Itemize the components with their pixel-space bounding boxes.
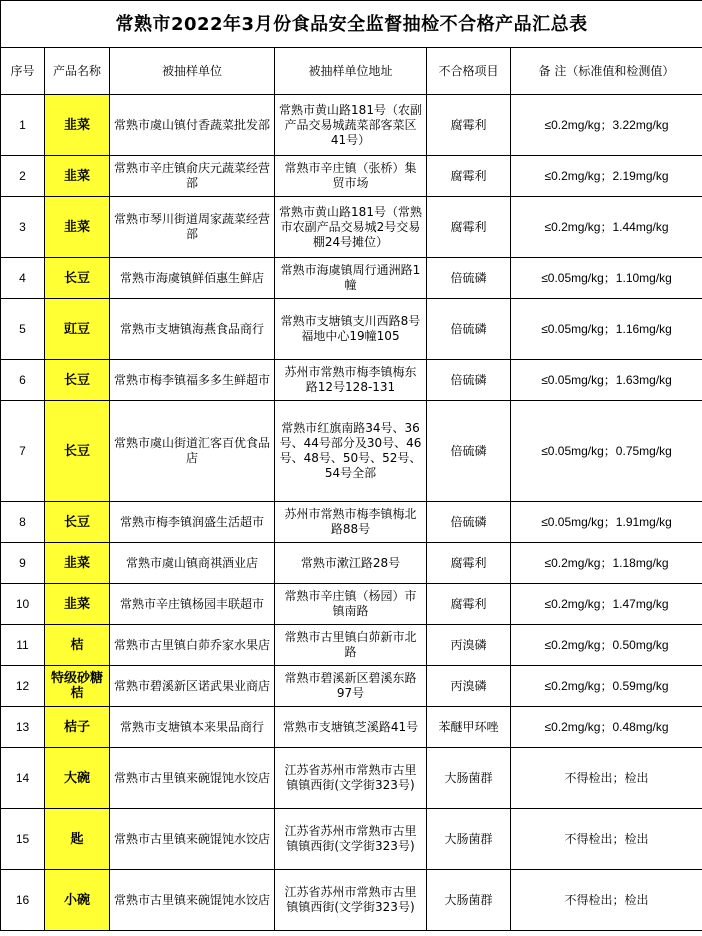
sampled-unit: 常熟市古里镇白茆乔家水果店 (110, 625, 275, 666)
remark: ≤0.2mg/kg；2.19mg/kg (511, 156, 702, 197)
failed-item: 倍硫磷 (427, 258, 511, 299)
sampled-unit: 常熟市辛庄镇俞庆元蔬菜经营部 (110, 156, 275, 197)
header-sampled-unit: 被抽样单位 (110, 48, 275, 95)
remark: ≤0.05mg/kg；0.75mg/kg (511, 401, 702, 502)
product-name: 豇豆 (45, 299, 110, 360)
failed-item: 大肠菌群 (427, 748, 511, 809)
sampled-unit: 常熟市碧溪新区诺武果业商店 (110, 666, 275, 707)
product-name: 韭菜 (45, 156, 110, 197)
product-name: 长豆 (45, 360, 110, 401)
unit-address: 常熟市支塘镇芝溪路41号 (275, 707, 427, 748)
sampled-unit: 常熟市梅李镇福多多生鲜超市 (110, 360, 275, 401)
sampled-unit: 常熟市梅李镇润盛生活超市 (110, 502, 275, 543)
failed-item: 腐霉利 (427, 156, 511, 197)
sampled-unit: 常熟市虞山镇付香蔬菜批发部 (110, 95, 275, 156)
unit-address: 常熟市黄山路181号（农副产品交易城蔬菜部客菜区41号） (275, 95, 427, 156)
unit-address: 常熟市辛庄镇（张桥）集贸市场 (275, 156, 427, 197)
product-name: 韭菜 (45, 95, 110, 156)
product-name: 韭菜 (45, 543, 110, 584)
unit-address: 常熟市海虞镇周行通洲路1幢 (275, 258, 427, 299)
table-row (1, 360, 702, 401)
remark: ≤0.2mg/kg；3.22mg/kg (511, 95, 702, 156)
row-index: 6 (1, 360, 45, 401)
row-index: 15 (1, 809, 45, 870)
table-row (1, 748, 702, 809)
failed-item: 大肠菌群 (427, 809, 511, 870)
remark: 不得检出；检出 (511, 809, 702, 870)
failed-item: 苯醚甲环唑 (427, 707, 511, 748)
remark: ≤0.2mg/kg；1.44mg/kg (511, 197, 702, 258)
product-name: 桔子 (45, 707, 110, 748)
sampled-unit: 常熟市虞山街道汇客百优食品店 (110, 401, 275, 502)
product-name: 桔 (45, 625, 110, 666)
product-name: 韭菜 (45, 584, 110, 625)
row-index: 10 (1, 584, 45, 625)
remark: ≤0.2mg/kg；1.18mg/kg (511, 543, 702, 584)
table-row (1, 584, 702, 625)
unit-address: 江苏省苏州市常熟市古里镇镇西街(文学街323号) (275, 748, 427, 809)
header-remark: 备 注（标准值和检测值） (511, 48, 702, 95)
row-index: 4 (1, 258, 45, 299)
product-name: 韭菜 (45, 197, 110, 258)
unit-address: 江苏省苏州市常熟市古里镇镇西街(文学街323号) (275, 809, 427, 870)
sampled-unit: 常熟市琴川街道周家蔬菜经营部 (110, 197, 275, 258)
table-row (1, 666, 702, 707)
failed-item: 大肠菌群 (427, 870, 511, 931)
product-name: 长豆 (45, 401, 110, 502)
failed-item: 腐霉利 (427, 543, 511, 584)
header-index: 序号 (1, 48, 45, 95)
unit-address: 苏州市常熟市梅李镇梅东路12号128-131 (275, 360, 427, 401)
table-row (1, 156, 702, 197)
remark: ≤0.05mg/kg；1.16mg/kg (511, 299, 702, 360)
unit-address: 苏州市常熟市梅李镇梅北路88号 (275, 502, 427, 543)
remark: ≤0.05mg/kg；1.10mg/kg (511, 258, 702, 299)
failed-item: 倍硫磷 (427, 360, 511, 401)
row-index: 13 (1, 707, 45, 748)
unit-address: 常熟市支塘镇支川西路8号福地中心19幢105 (275, 299, 427, 360)
remark: ≤0.2mg/kg；0.50mg/kg (511, 625, 702, 666)
row-index: 1 (1, 95, 45, 156)
remark: ≤0.2mg/kg；0.48mg/kg (511, 707, 702, 748)
unit-address: 常熟市黄山路181号（常熟市农副产品交易城2号交易棚24号摊位） (275, 197, 427, 258)
failed-item: 腐霉利 (427, 197, 511, 258)
unit-address: 常熟市辛庄镇（杨园）市镇南路 (275, 584, 427, 625)
row-index: 2 (1, 156, 45, 197)
unit-address: 常熟市碧溪新区碧溪东路97号 (275, 666, 427, 707)
sampled-unit: 常熟市古里镇来碗馄饨水饺店 (110, 870, 275, 931)
product-name: 长豆 (45, 502, 110, 543)
header-product: 产品名称 (45, 48, 110, 95)
table-row (1, 502, 702, 543)
unit-address: 常熟市古里镇白茆新市北路 (275, 625, 427, 666)
table-row (1, 707, 702, 748)
failed-item: 丙溴磷 (427, 625, 511, 666)
table-row (1, 95, 702, 156)
table-title: 常熟市2022年3月份食品安全监督抽检不合格产品汇总表 (1, 1, 702, 48)
table-row (1, 870, 702, 931)
remark: ≤0.2mg/kg；1.47mg/kg (511, 584, 702, 625)
product-name: 小碗 (45, 870, 110, 931)
failed-item: 倍硫磷 (427, 502, 511, 543)
failed-item: 丙溴磷 (427, 666, 511, 707)
sampled-unit: 常熟市古里镇来碗馄饨水饺店 (110, 748, 275, 809)
remark: 不得检出；检出 (511, 748, 702, 809)
failed-item: 倍硫磷 (427, 299, 511, 360)
remark: ≤0.2mg/kg；0.59mg/kg (511, 666, 702, 707)
row-index: 14 (1, 748, 45, 809)
table-row (1, 401, 702, 502)
row-index: 16 (1, 870, 45, 931)
table-row (1, 809, 702, 870)
table-row (1, 299, 702, 360)
sampled-unit: 常熟市古里镇来碗馄饨水饺店 (110, 809, 275, 870)
table-row (1, 543, 702, 584)
row-index: 9 (1, 543, 45, 584)
product-name: 长豆 (45, 258, 110, 299)
product-name: 大碗 (45, 748, 110, 809)
sampled-unit: 常熟市支塘镇海燕食品商行 (110, 299, 275, 360)
header-unit-address: 被抽样单位地址 (275, 48, 427, 95)
failed-item: 腐霉利 (427, 95, 511, 156)
row-index: 7 (1, 401, 45, 502)
remark: ≤0.05mg/kg；1.63mg/kg (511, 360, 702, 401)
remark: 不得检出；检出 (511, 870, 702, 931)
sampled-unit: 常熟市辛庄镇杨园丰联超市 (110, 584, 275, 625)
failed-item: 倍硫磷 (427, 401, 511, 502)
row-index: 12 (1, 666, 45, 707)
unit-address: 常熟市红旗南路34号、36号、44号部分及30号、46号、48号、50号、52号、54号全部 (275, 401, 427, 502)
unit-address: 江苏省苏州市常熟市古里镇镇西街(文学街323号) (275, 870, 427, 931)
table-row (1, 197, 702, 258)
table-row (1, 625, 702, 666)
sampled-unit: 常熟市虞山镇商祺酒业店 (110, 543, 275, 584)
sampled-unit: 常熟市海虞镇鲜佰惠生鲜店 (110, 258, 275, 299)
header-failed-item: 不合格项目 (427, 48, 511, 95)
row-index: 5 (1, 299, 45, 360)
product-name: 匙 (45, 809, 110, 870)
remark: ≤0.05mg/kg；1.91mg/kg (511, 502, 702, 543)
product-name: 特级砂糖桔 (45, 666, 110, 707)
header-row (1, 48, 702, 95)
table-row (1, 258, 702, 299)
sampled-unit: 常熟市支塘镇本来果品商行 (110, 707, 275, 748)
row-index: 11 (1, 625, 45, 666)
row-index: 3 (1, 197, 45, 258)
row-index: 8 (1, 502, 45, 543)
unit-address: 常熟市漱江路28号 (275, 543, 427, 584)
failed-item: 腐霉利 (427, 584, 511, 625)
